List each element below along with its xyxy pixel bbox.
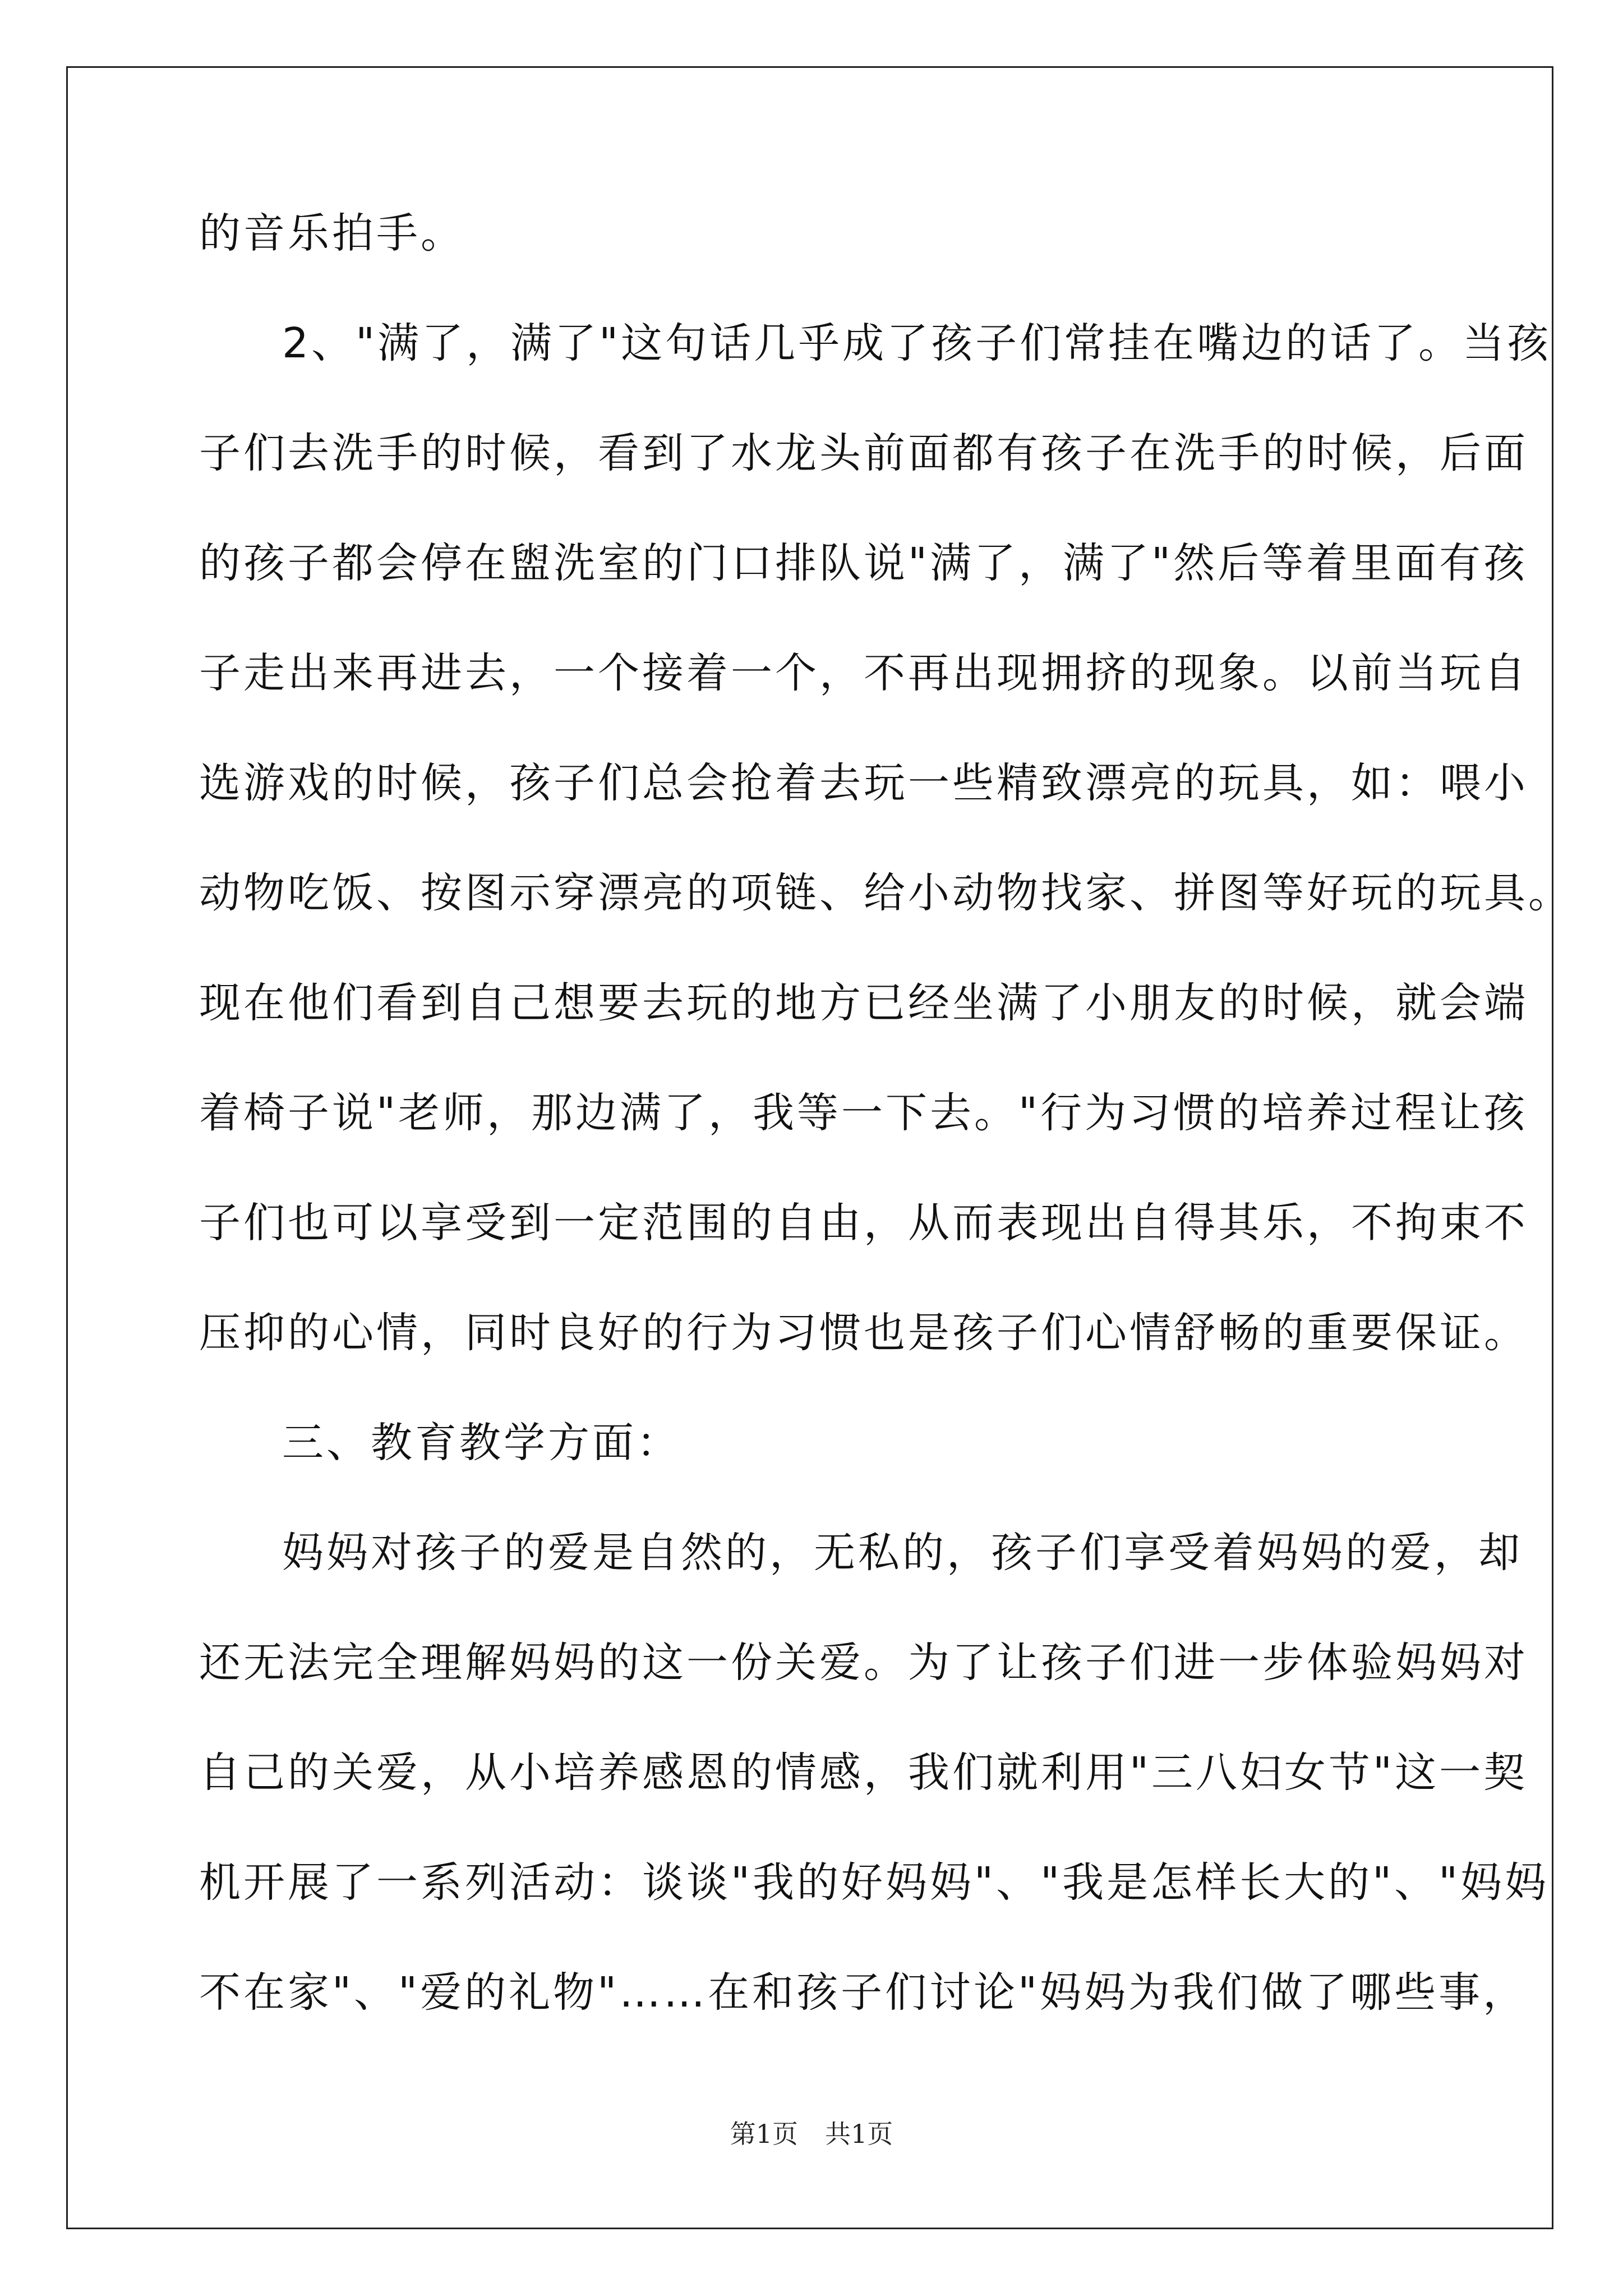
text-line: 的音乐拍手。 [199, 209, 465, 257]
document-body [199, 178, 1573, 2047]
text-line: 不在家"、"爱的礼物"……在和孩子们讨论"妈妈为我们做了哪些事， [199, 1968, 1528, 2017]
section-heading: 三、教育教学方面： [282, 1419, 681, 1467]
page-footer [0, 2114, 1623, 2151]
text-line: 选游戏的时候，孩子们总会抢着去玩一些精致漂亮的玩具，如：喂小 [199, 759, 1528, 807]
text-line: 子走出来再进去，一个接着一个，不再出现拥挤的现象。以前当玩自 [199, 649, 1528, 697]
text-line: 自己的关爱，从小培养感恩的情感，我们就利用"三八妇女节"这一契 [199, 1749, 1528, 1797]
page-number: 第1页 [730, 2119, 798, 2149]
text-line: 子们去洗手的时候，看到了水龙头前面都有孩子在洗手的时候，后面 [199, 429, 1528, 477]
text-line: 压抑的心情，同时良好的行为习惯也是孩子们心情舒畅的重要保证。 [199, 1309, 1528, 1357]
text-line: 子们也可以享受到一定范围的自由，从而表现出自得其乐，不拘束不 [199, 1199, 1528, 1247]
text-line: 还无法完全理解妈妈的这一份关爱。为了让孩子们进一步体验妈妈对 [199, 1639, 1528, 1687]
text-line: 着椅子说"老师，那边满了，我等一下去。"行为习惯的培养过程让孩 [199, 1089, 1528, 1137]
page-total: 共1页 [825, 2119, 893, 2149]
text-line: 动物吃饭、按图示穿漂亮的项链、给小动物找家、拼图等好玩的玩具。 [199, 869, 1573, 917]
text-line: 妈妈对孩子的爱是自然的，无私的，孩子们享受着妈妈的爱，却 [282, 1529, 1523, 1577]
text-line: 2、"满了，满了"这句话几乎成了孩子们常挂在嘴边的话了。当孩 [282, 319, 1552, 367]
text-line: 机开展了一系列活动：谈谈"我的好妈妈"、"我是怎样长大的"、"妈妈 [199, 1858, 1550, 1907]
text-line: 现在他们看到自己想要去玩的地方已经坐满了小朋友的时候，就会端 [199, 979, 1528, 1027]
text-line: 的孩子都会停在盥洗室的门口排队说"满了，满了"然后等着里面有孩 [199, 539, 1528, 587]
